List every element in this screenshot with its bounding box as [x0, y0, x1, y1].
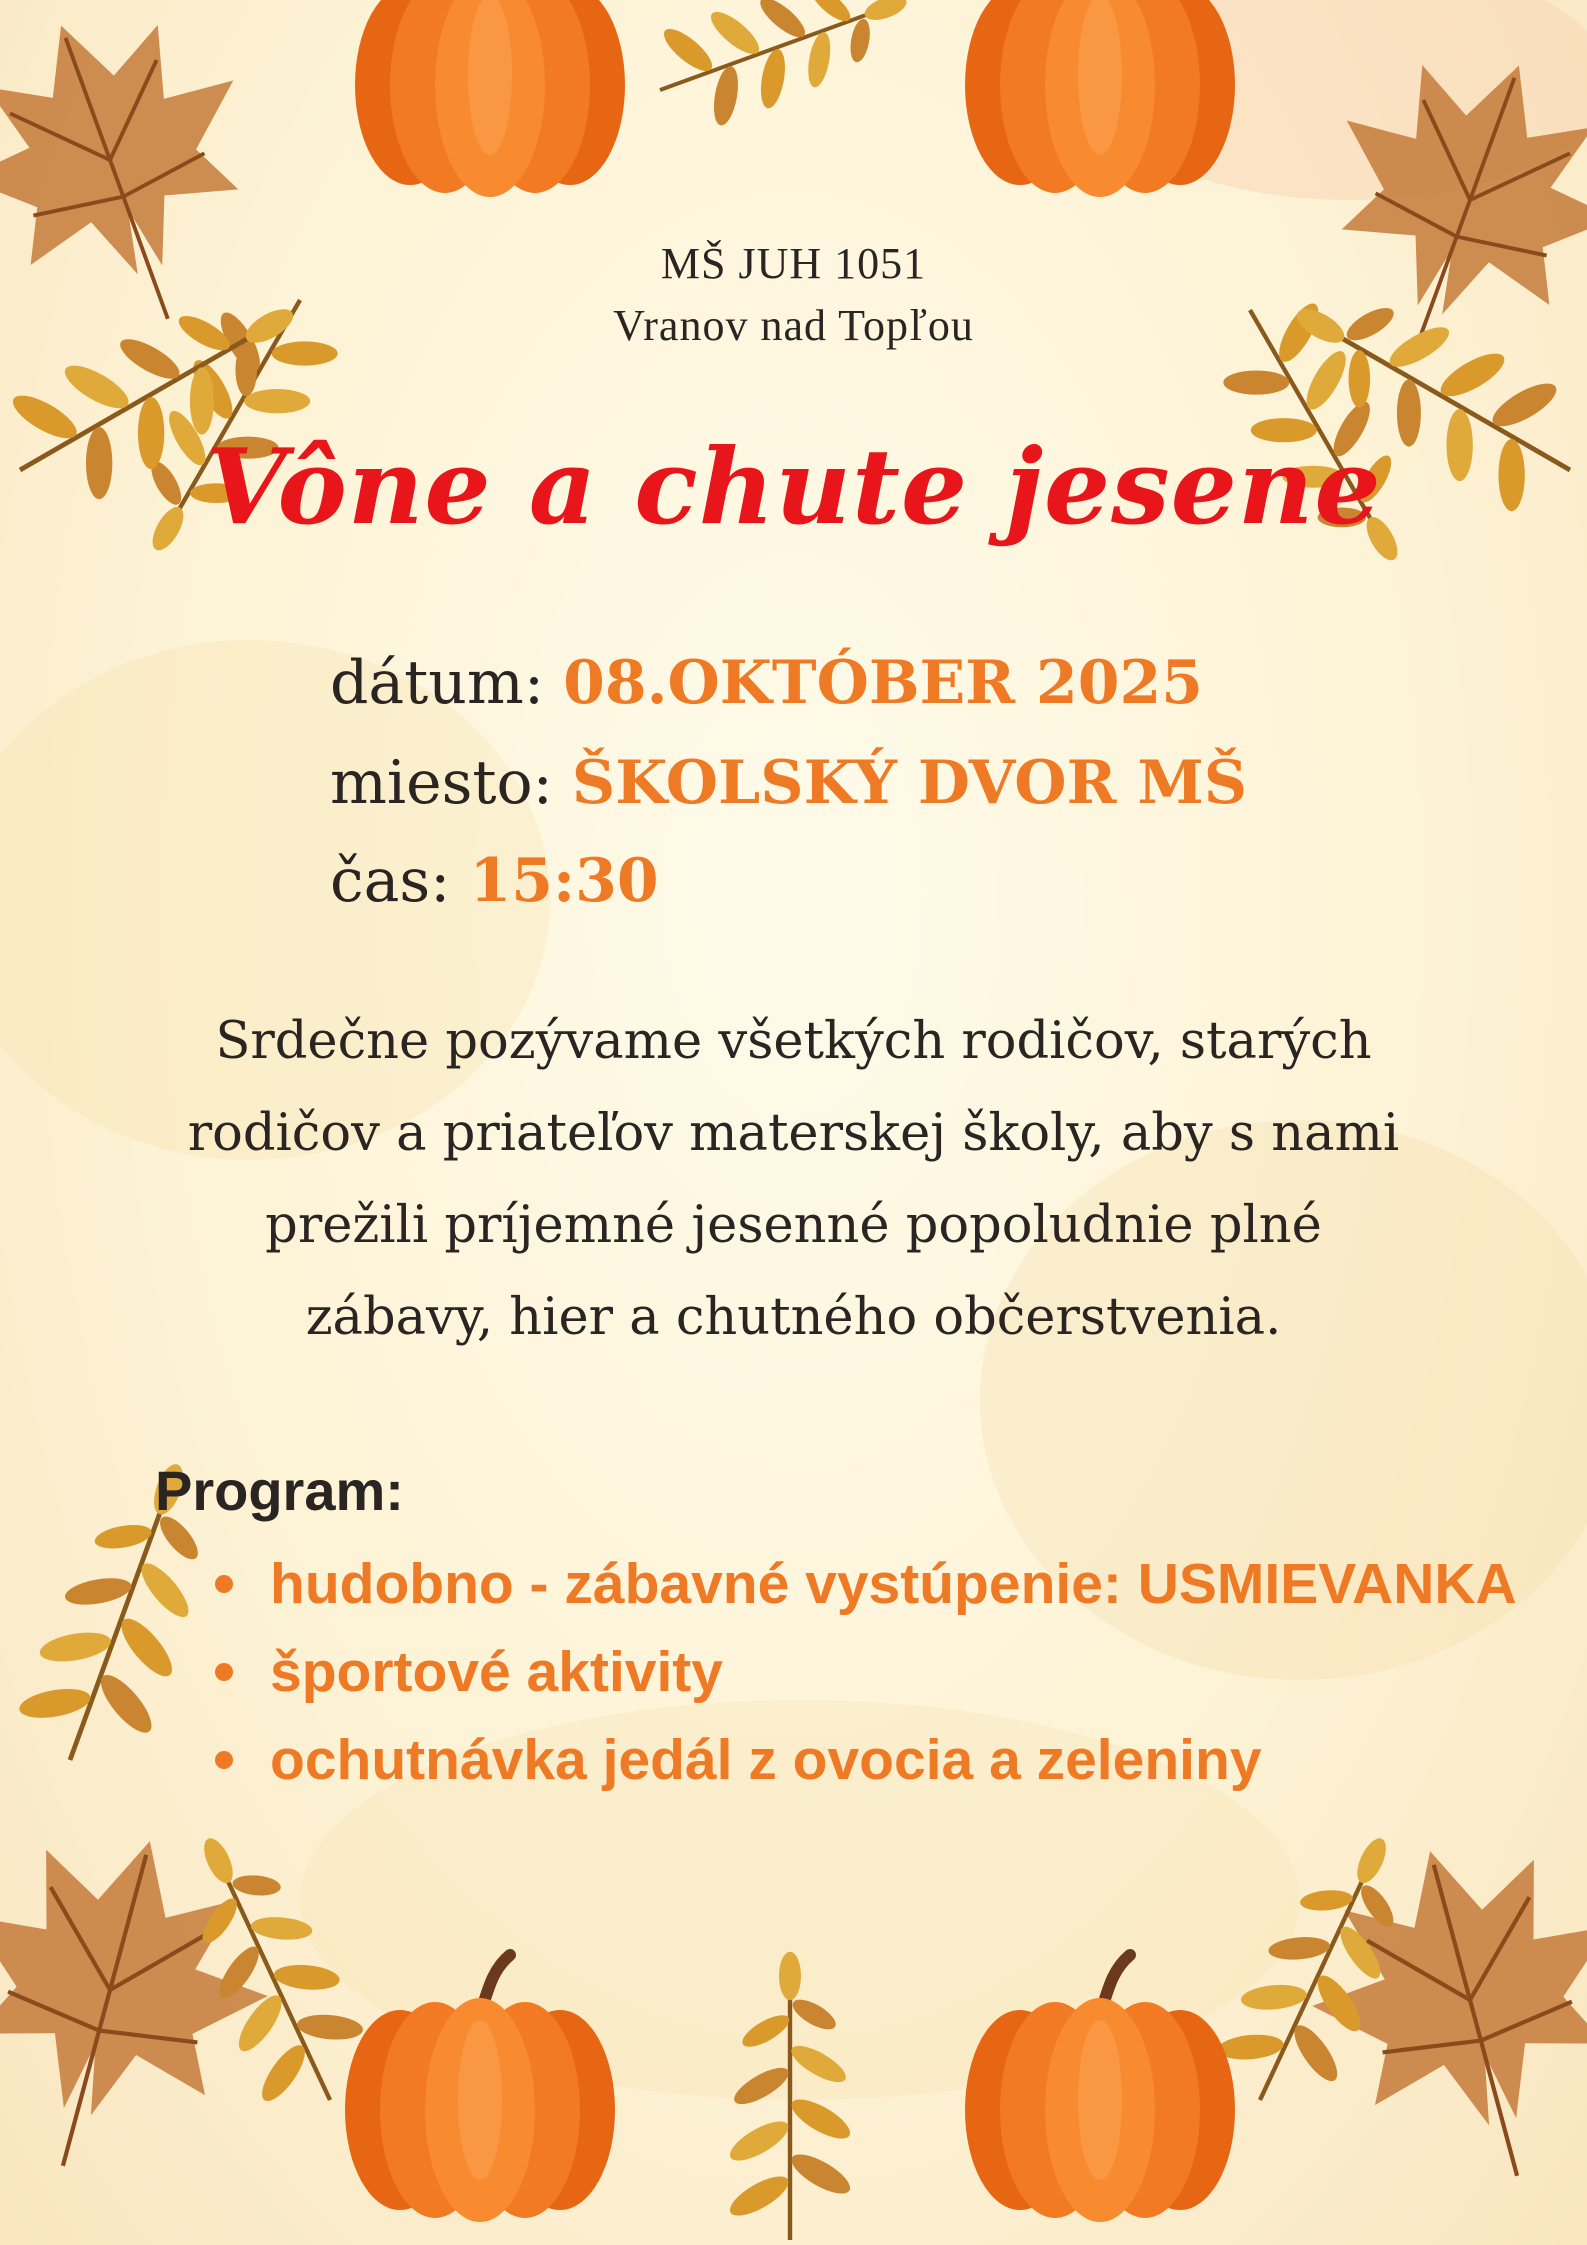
- invitation-text: [60, 996, 1527, 1364]
- program-heading: Program:: [155, 1459, 404, 1522]
- detail-date: [330, 648, 1203, 718]
- program-item: [215, 1540, 1517, 1628]
- detail-time: [330, 846, 659, 916]
- pumpkin-icon: [965, 1955, 1235, 2222]
- program-item: [215, 1628, 1517, 1716]
- program-list: [215, 1540, 1517, 1804]
- program-item-text: hudobno - zábavné vystúpenie: USMIEVANKA: [270, 1552, 1517, 1616]
- fern-leaf-icon: [640, 0, 927, 146]
- page-title: Vône a chute jesene: [205, 425, 1382, 548]
- detail-place: [330, 748, 1247, 818]
- invitation-line: rodičov a priateľov materskej školy, aby s nami: [187, 1104, 1400, 1163]
- maple-leaf-icon: [0, 1801, 299, 2205]
- detail-value: 08.OKTÓBER 2025: [563, 648, 1204, 718]
- school-location: Vranov nad Topľou: [613, 301, 974, 350]
- detail-value: 15:30: [469, 846, 659, 916]
- program-item-text: športové aktivity: [270, 1640, 723, 1704]
- program-item: [215, 1716, 1517, 1804]
- pumpkin-icon: [965, 0, 1235, 197]
- invitation-line: Srdečne pozývame všetkých rodičov, starých: [215, 1012, 1372, 1071]
- fern-leaf-icon: [725, 1952, 856, 2240]
- bullet-icon: [215, 1751, 233, 1769]
- detail-label: čas:: [330, 846, 451, 916]
- school-name: MŠ JUH 1051: [660, 239, 927, 288]
- detail-label: dátum:: [330, 648, 545, 718]
- program-item-text: ochutnávka jedál z ovocia a zeleniny: [270, 1728, 1262, 1792]
- maple-leaf-icon: [1281, 1811, 1587, 2215]
- invitation-line: prežili príjemné jesenné popoludnie plné: [265, 1196, 1322, 1255]
- bullet-icon: [215, 1663, 233, 1681]
- detail-label: miesto:: [330, 748, 553, 818]
- pumpkin-icon: [355, 0, 625, 197]
- bullet-icon: [215, 1575, 233, 1593]
- pumpkin-icon: [345, 1955, 615, 2222]
- invitation-line: zábavy, hier a chutného občerstvenia.: [305, 1288, 1282, 1347]
- detail-value: ŠKOLSKÝ DVOR MŠ: [571, 748, 1248, 818]
